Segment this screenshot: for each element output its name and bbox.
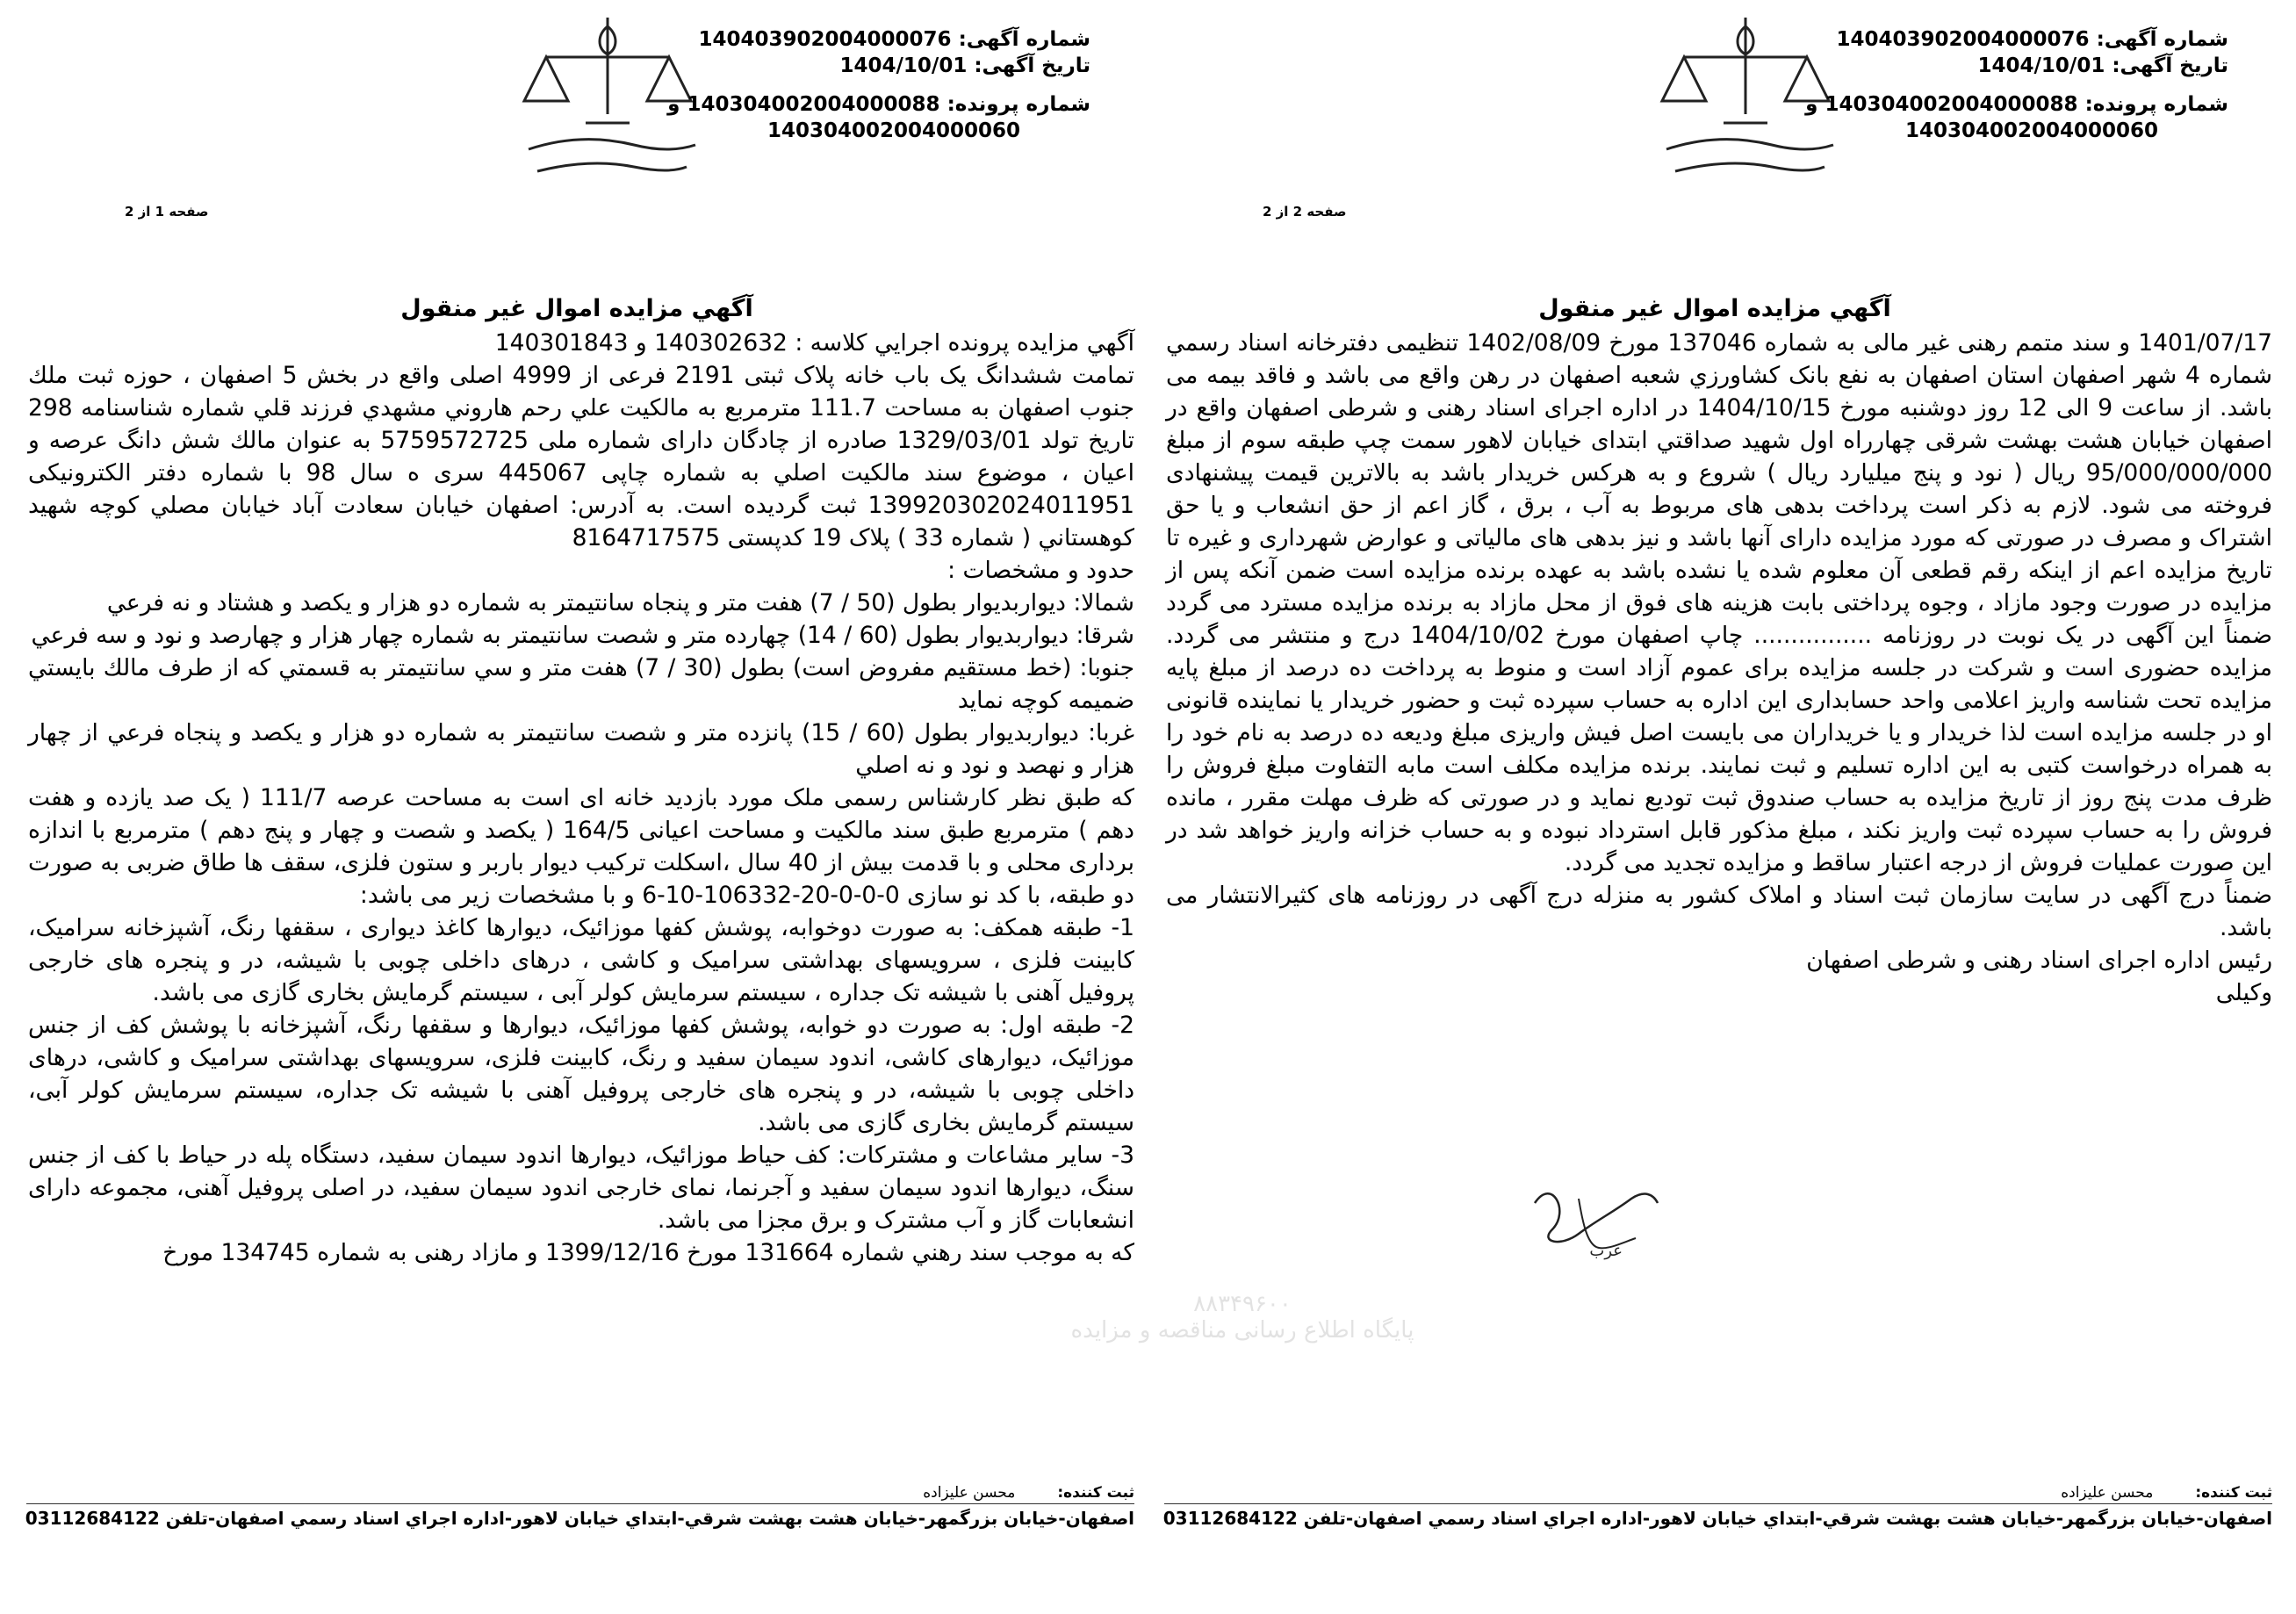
paragraph: آگهي مزايده پرونده اجرايي كلاسه : 140302632 و 140301843 [494,329,1134,357]
ad-number: 140403902004000076 [698,28,952,51]
ad-body [28,327,1134,1269]
page-number: صفحه 2 از 2 [1263,204,1347,220]
footer-divider [1164,1503,2272,1504]
footer-address: اصفهان-خيابان بزرگمهر-خيابان هشت بهشت شرقي-ابتداي خيابان لاهور-اداره اجراي اسناد رسمي اصفهان-تلفن 03112684122 [1162,1508,2272,1529]
signature-icon [1526,1150,1666,1273]
page-footer: ثبت كننده:محسن عليزاده اصفهان-خيابان بزرگمهر-خيابان هشت بهشت شرقي-ابتداي خيابان لاهور-اداره اجراي اسناد رسمي اصفهان-تلفن 03112684122 [25,1484,1134,1529]
file-number: 140304002004000088 و [667,93,940,116]
paragraph: كه به موجب سند رهني شماره 131664 مورخ 1399/12/16 و مازاد رهنی به شماره 134745 مورخ [162,1239,1134,1266]
ad-date: 1404/10/01 [1977,54,2105,77]
footer-divider [26,1503,1134,1504]
paragraph: شرقا: ديواربديوار بطول (60 / 14) چهارده متر و شصت سانتيمتر به شماره چهار هزار و چهارصد و نود و سه فرعي [31,622,1134,649]
paragraph: حدود و مشخصات : [947,557,1134,584]
ad-header: شماره آگهی: 140403902004000076 تاریخ آگهی: 1404/10/01 شماره پرونده: 140304002004000088 و 140304002004000060 [1805,28,2228,142]
paragraph: 1401/07/17 و سند متمم رهنی غير مالی به شماره 137046 مورخ 1402/08/09 تنظيمی دفترخانه اسناد رسمي شماره 4 شهر اصفهان استان اصفهان به نفع بانک كشاورزي شعبه اصفهان در رهن واقع می باشد و فاقد بيمه می باشد. از ساعت 9 الی 12 روز دوشنبه مورخ 1404/10/15 در اداره اجرای اسناد رهنی و شرطی اصفهان واقع در اصفهان خيابان هشت بهشت شرقی چهارراه اول شهيد صداقتي ابتدای خيابان لاهور سمت چپ طبقه سوم از مبلغ 95/000/000/000 ريال ( نود و پنج ميليارد ريال ) شروع و به هركس خريدار باشد به بالاترين قيمت پيشنهادی فروخته می شود. لازم به ذكر است پرداخت بدهی های مربوط به آب ، برق ، گاز اعم از حق انشعاب و يا حق اشتراک و مصرف در صورتی كه مورد مزايده دارای آنها باشد و نيز بدهی های مالياتی و عوارض شهرداری و غيره تا تاريخ مزايده اعم از اينكه رقم قطعی آن معلوم شده يا نشده باشد به عهده برنده مزايده است ضمن آنكه پس از مزايده در صورت وجود مازاد ، وجوه پرداختی بابت هزينه های فوق از محل مازاد به برنده مزايده مسترد می گردد ضمناً اين آگهی در يک نوبت در روزنامه ................ چاپ اصفهان مورخ 1404/10/02 درج و منتشر می گردد. مزايده حضوری است و شركت در جلسه مزايده برای عموم آزاد است و منوط به پرداخت ده درصد از مبلغ پايه مزايده تحت شناسه واريز اعلامی واحد حسابداری اين اداره به حساب سپرده ثبت و حضور خريدار يا نماينده قانونی او در جلسه مزايده است لذا خريدار و يا خريداران می بايست اصل فيش واريزی مبلغ وديعه ده درصد به نام خود را به همراه درخواست كتبی به اين اداره تسليم و ثبت نمايند. برنده مزايده مكلف است مابه التفاوت مبلغ فروش را ظرف مدت پنج روز از تاريخ مزايده به حساب صندوق ثبت توديع نمايد و در صورتی كه ظرف مهلت مقرر ، مانده فروش را به حساب سپرده ثبت واريز نكند ، مبلغ مذكور قابل استرداد نبوده و به حساب خزانه واريز خواهد شد در اين صورت عمليات فروش از درجه اعتبار ساقط و مزايده تجديد می گردد. [1166,329,2273,876]
paragraph: 3- ساير مشاعات و مشتركات: كف حياط موزائيک، ديوارها اندود سيمان سفيد، دستگاه پله در حياط با كف از جنس سنگ، ديوارها اندود سيمان سفيد و آجرنما، نمای خارجی اندود سيمان سفيد، در اصلی پروفيل آهنی، مجموعه دارای انشعابات گاز و آب مشترک و برق مجزا می باشد. [28,1142,1134,1234]
registrar-name: محسن عليزاده [2061,1484,2154,1502]
file-number-2: 140304002004000060 [767,119,1020,142]
file-number-2: 140304002004000060 [1904,119,2158,142]
page-number: صفحه 1 از 2 [125,204,209,220]
paragraph: جنوبا: (خط مستقيم مفروض است) بطول (30 / 7) هفت متر و سي سانتيمتر به قسمتي كه از طرف مالك بايستي ضميمه كوچه نمايد [28,654,1134,714]
signatory-title: رئيس اداره اجرای اسناد رهنی و شرطی اصفهان [1806,947,2272,974]
ad-title: آگهي مزايده اموال غير منقول [1538,295,1891,322]
ad-header: شماره آگهی: 140403902004000076 تاریخ آگهی: 1404/10/01 شماره پرونده: 140304002004000088 و 140304002004000060 [667,28,1090,142]
registrar-name: محسن عليزاده [923,1484,1016,1502]
paragraph: تمامت ششدانگ یک باب خانه پلاک ثبتی 2191 فرعی از 4999 اصلی واقع در بخش 5 اصفهان ، حوزه ثبت ملك جنوب اصفهان به مساحت 111.7 مترمربع به مالكيت علي رحم هاروني مشهدي فرزند قلي شماره شناسنامه 298 تاريخ تولد 1329/03/01 صادره از چادگان دارای شماره ملی 5759572725 به عنوان مالك شش دانگ عرصه و اعيان ، موضوع سند مالكيت اصلي به شماره چاپی 445067 سری ه سال 98 با شماره دفتر الكترونيكی 139920302024011951 ثبت گرديده است. به آدرس: اصفهان خیابان سعادت آباد خيابان مصلي كوچه شهيد كوهستاني ( شماره 33 ) پلاک 19 كدپستی 8164717575 [28,362,1135,551]
paragraph: كه طبق نظر كارشناس رسمی ملک مورد بازديد خانه ای است به مساحت عرصه 111/7 ( يک صد يازده و هفت دهم ) مترمربع طبق سند مالكيت و مساحت اعيانی 164/5 ( يكصد و شصت و چهار و پنج دهم ) مترمربع با اندازه برداری محلی و با قدمت بيش از 40 سال ،اسكلت تركيب ديوار باربر و ستون فلزی، سقف ها طاق ضربی به صورت دو طبقه، با كد نو سازی 0-0-0-20-106332-10-6 و با مشخصات زير می باشد: [28,784,1135,909]
paragraph: 1- طبقه همكف: به صورت دوخوابه، پوشش كفها موزائيک، ديوارها كاغذ ديواری ، سقفها رنگ، آشپزخانه سراميک، كابينت فلزی ، سرويسهای بهداشتی سراميک و كاشی ، درهای داخلی چوبی با شيشه، در و پنجره های خارجی پروفيل آهنی با شيشه تک جداره ، سيستم سرمايش كولر آبی ، سيستم گرمايش بخاری گازی می باشد. [28,914,1134,1006]
signatory-name: وكيلی [2215,979,2272,1006]
watermark [1058,1291,1427,1423]
ad-number: 140403902004000076 [1836,28,2090,51]
paragraph: شمالا: ديواربديوار بطول (50 / 7) هفت متر و پنجاه سانتيمتر به شماره دو هزار و يكصد و هشتاد و نه فرعي [106,589,1134,616]
ad-date: 1404/10/01 [839,54,968,77]
ad-body [1166,327,2272,1009]
watermark-text: پایگاه اطلاع رسانی مناقصه و مزایده [1070,1317,1414,1344]
paragraph: ضمناً درج آگهی در سايت سازمان ثبت اسناد و املاک كشور به منزله درج آگهی در روزنامه های كثيرالانتشار می باشد. [1166,882,2272,941]
page-footer: ثبت كننده:محسن عليزاده اصفهان-خيابان بزرگمهر-خيابان هشت بهشت شرقي-ابتداي خيابان لاهور-اداره اجراي اسناد رسمي اصفهان-تلفن 03112684122 [1162,1484,2272,1529]
footer-address: اصفهان-خيابان بزرگمهر-خيابان هشت بهشت شرقي-ابتداي خيابان لاهور-اداره اجراي اسناد رسمي اصفهان-تلفن 03112684122 [25,1508,1134,1529]
file-number: 140304002004000088 و [1805,93,2078,116]
signature-text: عرب [1589,1242,1623,1260]
paragraph: 2- طبقه اول: به صورت دو خوابه، پوشش كفها موزائيک، ديوارها و سقفها رنگ، آشپزخانه با پوشش كف از جنس موزائيک، ديوارهای كاشی، اندود سيمان سفيد و رنگ، كابينت فلزی، سرويسهای بهداشتی سراميک و كاشی، درهای داخلی چوبی با شيشه، در و پنجره های خارجی پروفيل آهنی با شيشه تک جداره، سيستم سرمايش كولر آبی، سيستم گرمايش بخاری گازی می باشد. [28,1012,1134,1136]
paragraph: غربا: ديواربديوار بطول (60 / 15) پانزده متر و شصت سانتيمتر به شماره دو هزار و يكصد و پنجاه فرعي از چهار هزار و نهصد و نود و نه اصلي [28,719,1134,779]
ad-title: آگهي مزايده اموال غير منقول [400,295,753,322]
page-1 [11,0,1143,1614]
watermark-phone: ۸۸۳۴۹۶۰۰ [1193,1291,1292,1317]
